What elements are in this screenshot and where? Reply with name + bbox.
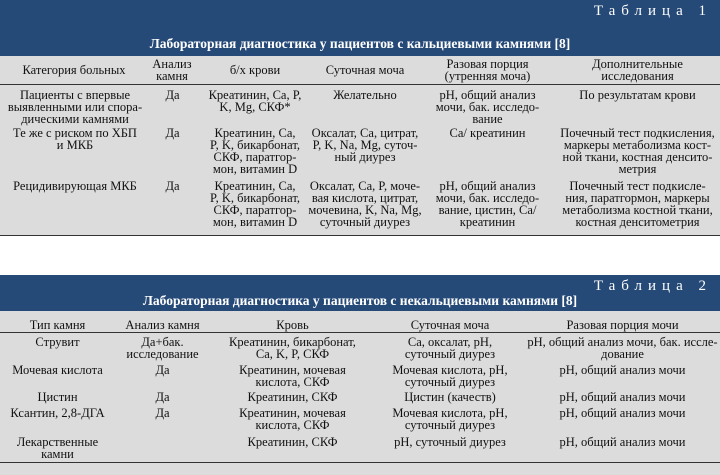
t2-cell: Цистин [37,390,78,404]
t1-col-header: Дополнительные исследования [592,57,683,83]
t1-cell: pH, общий анализ мочи, бак. исследо- вание, цистин, Ca/ креатинин [435,179,540,229]
t2-cell: Лекарственные камни [16,435,99,461]
t2-col-header: Анализ камня [125,318,200,332]
t1-cell: pH, общий анализ мочи, бак. исследо- вание [435,88,540,126]
t2-cell: pH, суточный диурез [394,435,506,449]
t2-cell: Да+бак. исследование [126,335,199,361]
t1-cell: Почечный тест подкисле- ния, паратгормон, маркеры метаболизма костной ткани, костная денситометрия [562,179,713,229]
t1-cell: Креатинин, Ca, P, K, бикарбонат, СКФ, паратгор- мон, витамин D [210,126,300,176]
t1-cell: Оксалат, Ca, цитрат, P, K, Na, Mg, суточ- ный диурез [311,126,419,164]
t1-header-divider [0,84,720,85]
t2-col-header: Кровь [276,318,309,332]
t1-cell: Да [165,126,180,140]
t2-cell: Креатинин, СКФ [247,390,338,404]
t2-cell: Креатинин, бикарбонат, Ca, K, P, СКФ [229,335,356,361]
t2-col-header: Разовая порция мочи [566,318,679,332]
t2-bottom-divider [0,462,720,463]
table-2-header [0,275,720,311]
t1-cell: Почечный тест подкисления, маркеры метаболизма кост- ной ткани, костная денсито- метрия [560,126,715,176]
table-2-number: Таблица 2 [593,278,712,294]
table-2-title: Лабораторная диагностика у пациентов с некальциевыми камнями [8] [142,293,578,308]
t1-col-header: Суточная моча [325,63,405,77]
t2-cell: Мочевая кислота [12,363,103,377]
t1-cell: Те же с риском по ХБП и МКБ [13,126,137,152]
t2-cell: Креатинин, мочевая кислота, СКФ [239,363,346,389]
t2-cell: pH, общий анализ мочи, бак. иссле- дование [527,335,718,361]
t1-footer-band [0,236,720,248]
t2-cell: Ксантин, 2,8-ДГА [10,406,105,420]
t2-col-header: Тип камня [29,318,86,332]
t2-cell: Мочевая кислота, pH, суточный диурез [392,363,508,389]
t2-cell: Ca, оксалат, pH, суточный диурез [404,335,496,361]
table-2 [0,275,720,475]
t1-cell: Желательно [333,88,397,102]
t2-cell: pH, общий анализ мочи [559,406,686,420]
t2-cell: Мочевая кислота, pH, суточный диурез [392,406,508,432]
t2-cell: pH, общий анализ мочи [559,390,686,404]
table-1-header [0,0,720,56]
t1-col-header: Анализ камня [152,57,192,83]
t2-col-header: Суточная моча [410,318,490,332]
t2-header-divider [0,332,720,333]
t2-cell: pH, общий анализ мочи [559,435,686,449]
t2-cell: pH, общий анализ мочи [559,363,686,377]
t1-col-header: Категория больных [22,63,126,77]
t2-cell: Да [155,363,170,377]
table-1-title: Лабораторная диагностика у пациентов с кальциевыми камнями [8] [149,36,571,51]
t1-cell: Пациенты с впервые выявленными или спора- дическими камнями [7,88,143,126]
t2-cell: Креатинин, мочевая кислота, СКФ [239,406,346,432]
t2-cell: Струвит [35,335,80,349]
t1-cell: Ca/ креатинин [449,126,526,140]
t1-col-header: Разовая порция (утренняя моча) [444,57,531,83]
t2-cell: Да [155,390,170,404]
t1-cell: По результатам крови [579,88,696,102]
t2-cell: Да [155,406,170,420]
t1-cell: Да [165,88,180,102]
t2-cell: Креатинин, СКФ [247,435,338,449]
t1-cell: Креатинин, Ca, P, K, бикарбонат, СКФ, паратгор- мон, витамин D [210,179,300,229]
t2-cell: Цистин (качеств) [404,390,496,404]
t1-cell: Рецидивирующая МКБ [13,179,137,193]
t1-cell: Да [165,179,180,193]
t1-cell: Оксалат, Ca, P, моче- вая кислота, цитрат, мочевина, K, Na, Mg, суточный диурез [308,179,422,229]
table-1-number: Таблица 1 [593,3,712,19]
t1-cell: Креатинин, Ca, P, K, Mg, СКФ* [208,88,302,114]
t1-col-header: б/х крови [229,63,281,77]
